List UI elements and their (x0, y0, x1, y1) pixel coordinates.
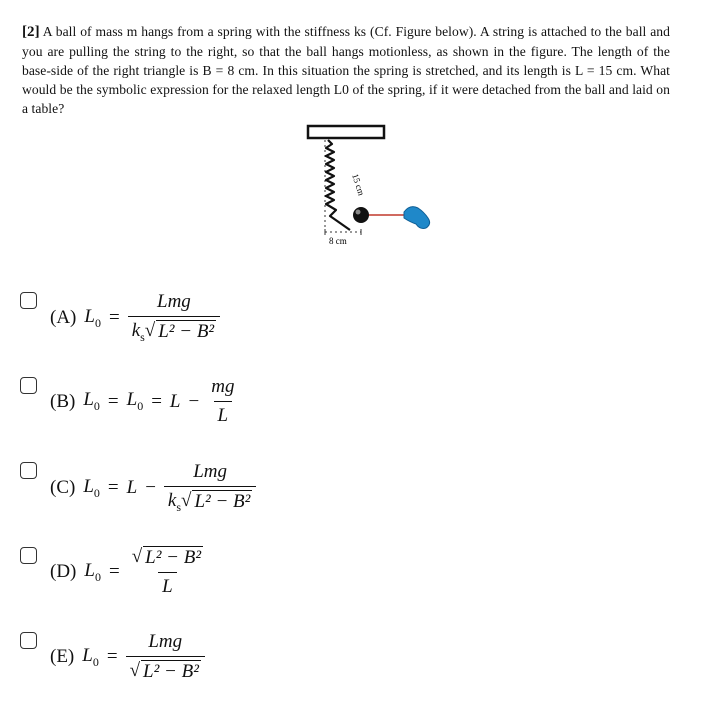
choice-e-checkbox[interactable] (20, 632, 37, 649)
choice-label: (A) (50, 306, 77, 328)
fraction: √ L² − B² L (131, 546, 202, 597)
choice-a-checkbox[interactable] (20, 292, 37, 309)
radicand: L² − B² (158, 321, 215, 342)
fraction: Lmg √ L² − B² (126, 631, 205, 683)
middle-subscript: 0 (137, 398, 144, 413)
den-prefix-subscript: s (140, 329, 145, 344)
choice-label: (D) (50, 561, 77, 582)
den-prefix: k (131, 320, 141, 341)
choice-a-equation: (A) $L_0$ = Lmg $k_s$ √ L² − B² (50, 291, 220, 345)
den-prefix-subscript: s (176, 499, 182, 514)
ball-highlight (356, 210, 361, 215)
fraction: Lmg $k_s$ √ L² − B² (164, 461, 256, 515)
lhs-symbol: L (82, 644, 93, 666)
choice-e[interactable] (0, 625, 717, 705)
choice-c[interactable] (0, 455, 717, 535)
base-length-label: 8 cm (329, 236, 347, 246)
term-symbol: L (169, 390, 181, 412)
lhs-subscript: 0 (94, 315, 101, 330)
hand-icon (404, 207, 430, 229)
ceiling-bar (308, 126, 384, 138)
choice-c-checkbox[interactable] (20, 462, 37, 479)
spring (326, 140, 350, 230)
lhs-symbol: L (83, 389, 94, 411)
ball (353, 207, 369, 223)
term-symbol: L (126, 476, 138, 498)
problem-statement (22, 22, 670, 118)
spring-ball-diagram (300, 120, 460, 250)
denominator: L (158, 572, 177, 598)
numerator: Lmg (157, 291, 191, 312)
choice-d[interactable] (0, 540, 717, 620)
radicand: L² − B² (145, 547, 202, 568)
numerator: mg (211, 376, 235, 397)
lhs-symbol: L (83, 475, 94, 497)
radicand: L² − B² (143, 661, 199, 682)
numerator: Lmg (148, 631, 183, 652)
choice-b[interactable] (0, 370, 717, 450)
radicand: L² − B² (194, 491, 251, 512)
choice-a[interactable] (0, 285, 717, 365)
denominator: L (214, 401, 233, 427)
choice-label: (C) (50, 476, 76, 498)
lhs-symbol: L (84, 559, 95, 581)
fraction: Lmg $k_s$ √ L² − B² (128, 291, 220, 345)
lhs-symbol: L (84, 305, 95, 327)
numerator: Lmg (193, 461, 228, 482)
choice-label: (B) (50, 390, 76, 412)
middle-symbol: L (126, 389, 138, 411)
question-text: A ball of mass m hangs from a spring with the stiffness ks (Cf. Figure below). A string is attached to the ball and you are pulling the string to the right, so that the ball hangs motionless, as shown in the figure. The length of the base-side of the right triangle is B = 8 cm. In this situation the spring is stretched, and its length is L = 15 cm. What would be the symbolic expression for the relaxed length L0 of the spring, if it were detached from the ball and laid on a table? (22, 24, 670, 116)
lhs-subscript: 0 (92, 654, 99, 669)
question-number: [2] (22, 24, 40, 40)
lhs-subscript: 0 (93, 398, 100, 413)
lhs-subscript: 0 (94, 569, 101, 584)
spring-length-label: 15 cm (350, 172, 367, 197)
den-prefix: k (167, 490, 177, 511)
choice-label: (E) (50, 646, 75, 667)
choice-d-equation: (D) $L_0$ = √ L² − B² L (50, 546, 207, 598)
choice-e-equation: (E) $L_0$ = Lmg √ L² − B² (50, 631, 205, 683)
fraction (207, 376, 238, 427)
choice-b-equation: (B) $L_0$ = $L_0$ = L − $\frac{mg}{L}$ (50, 376, 238, 427)
choice-c-equation: (C) $L_0$ = L − Lmg $k_s$ √ L² − B² (50, 461, 256, 515)
choice-b-checkbox[interactable] (20, 377, 37, 394)
cropped-top-text (0, 0, 717, 6)
lhs-subscript: 0 (93, 485, 100, 500)
physics-figure (300, 120, 460, 255)
choice-d-checkbox[interactable] (20, 547, 37, 564)
